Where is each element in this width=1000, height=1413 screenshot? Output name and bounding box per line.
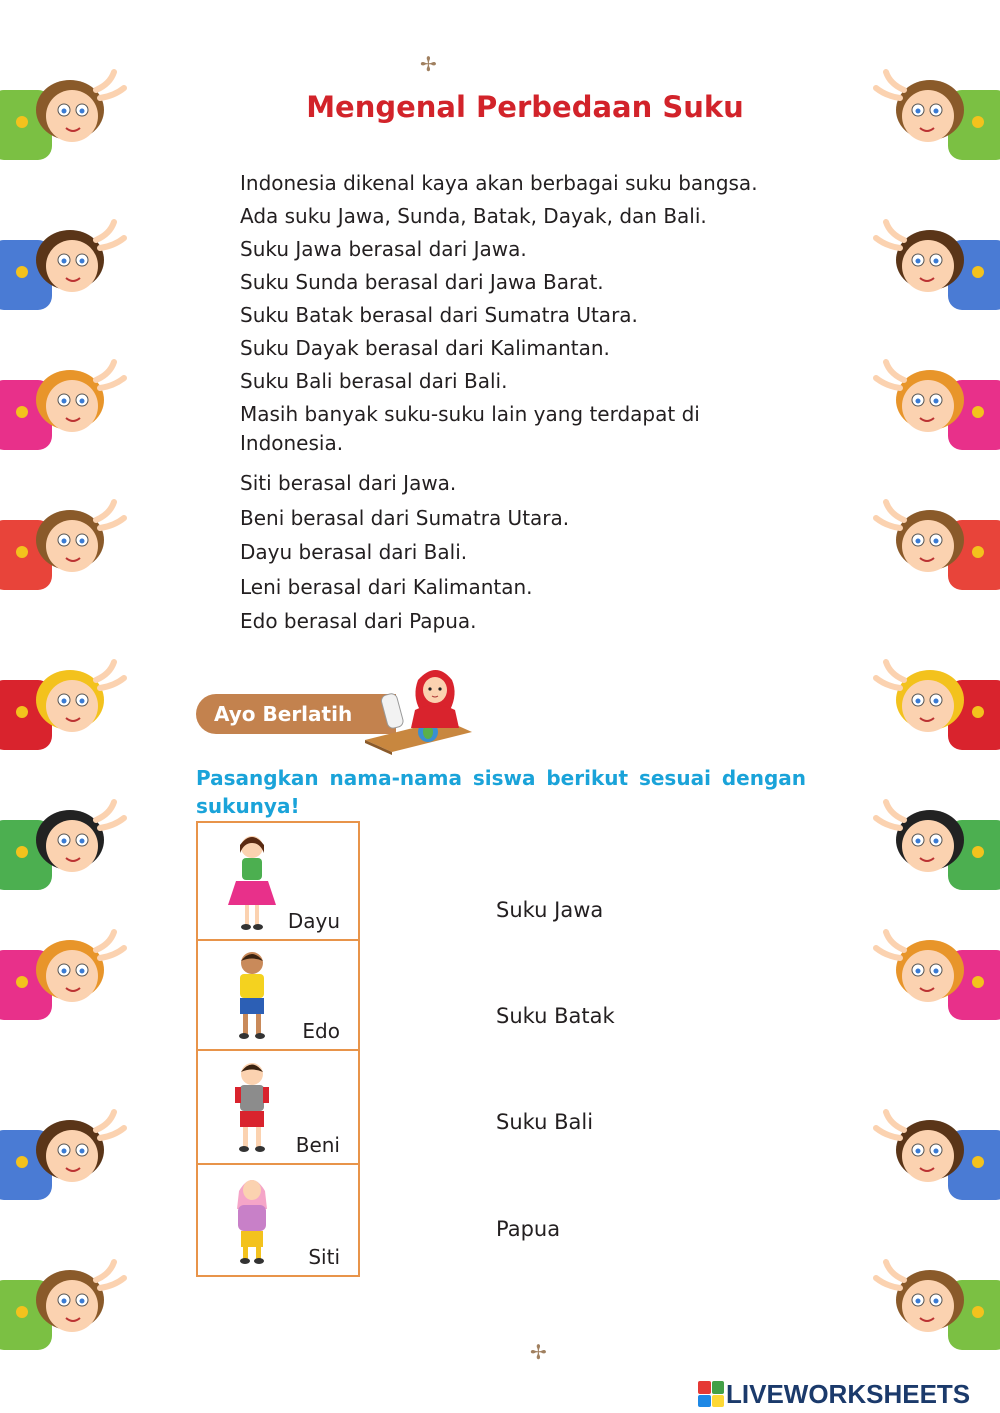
girl-pink-skirt-icon xyxy=(222,831,282,935)
kid-face-icon xyxy=(870,50,1000,200)
kid-face-icon xyxy=(0,480,130,630)
intro-line: Suku Bali berasal dari Bali. xyxy=(240,369,508,393)
intro-line: Suku Dayak berasal dari Kalimantan. xyxy=(240,336,610,360)
student-name: Dayu xyxy=(287,909,340,933)
student-cell-siti[interactable] xyxy=(198,1165,358,1275)
student-cell-dayu[interactable] xyxy=(198,823,358,941)
top-ornament-icon: ✢ xyxy=(420,52,437,76)
kid-face-icon xyxy=(0,1090,130,1240)
left-border-decoration xyxy=(0,50,130,1360)
liveworksheets-logo xyxy=(698,1378,970,1410)
kid-face-icon xyxy=(0,910,130,1060)
kid-face-icon xyxy=(870,780,1000,930)
kid-face-icon xyxy=(870,640,1000,790)
boy-yellow-shirt-icon xyxy=(222,949,282,1045)
page-title: Mengenal Perbedaan Suku xyxy=(306,90,744,124)
student-table xyxy=(196,821,360,1277)
intro-line: Ada suku Jawa, Sunda, Batak, Dayak, dan Bali. xyxy=(240,204,707,228)
liveworksheets-mark-icon xyxy=(698,1381,724,1407)
origin-line: Leni berasal dari Kalimantan. xyxy=(240,574,533,599)
instruction-text: Pasangkan nama-nama siswa berikut sesuai dengan sukunya! xyxy=(196,766,806,818)
match-option[interactable]: Suku Batak xyxy=(496,1004,615,1028)
kid-face-icon xyxy=(870,1240,1000,1390)
intro-line: Indonesia dikenal kaya akan berbagai suku bangsa. xyxy=(240,171,758,195)
kid-face-icon xyxy=(0,780,130,930)
student-cell-beni[interactable] xyxy=(198,1051,358,1165)
match-option[interactable]: Papua xyxy=(496,1217,561,1241)
brand-name: LIVEWORKSHEETS xyxy=(726,1378,971,1409)
student-name: Beni xyxy=(295,1133,340,1157)
intro-line: Suku Sunda berasal dari Jawa Barat. xyxy=(240,270,604,294)
kid-face-icon xyxy=(870,1090,1000,1240)
section-badge: Ayo Berlatih xyxy=(196,694,396,734)
kid-face-icon xyxy=(0,1240,130,1390)
origin-line: Dayu berasal dari Bali. xyxy=(240,540,468,564)
origin-line: Beni berasal dari Sumatra Utara. xyxy=(240,505,570,530)
kid-face-icon xyxy=(0,50,130,200)
origin-paragraph xyxy=(240,466,800,639)
student-name: Edo xyxy=(302,1019,340,1043)
intro-closing-text: Masih banyak suku-suku lain yang terdapat di Indonesia. xyxy=(240,402,700,455)
origin-line: Siti berasal dari Jawa. xyxy=(240,471,457,495)
kid-face-icon xyxy=(870,910,1000,1060)
right-border-decoration xyxy=(870,50,1000,1360)
kid-face-icon xyxy=(0,640,130,790)
origin-line: Edo berasal dari Papua. xyxy=(240,609,477,633)
kid-face-icon xyxy=(870,340,1000,490)
student-name: Siti xyxy=(308,1245,340,1269)
match-option[interactable]: Suku Jawa xyxy=(496,898,604,922)
kid-face-icon xyxy=(0,340,130,490)
intro-line: Suku Jawa berasal dari Jawa. xyxy=(240,237,527,261)
studying-girl-icon xyxy=(360,660,475,755)
intro-paragraph xyxy=(240,167,800,398)
kid-face-icon xyxy=(0,200,130,350)
kid-face-icon xyxy=(870,200,1000,350)
kid-face-icon xyxy=(870,480,1000,630)
intro-line: Suku Batak berasal dari Sumatra Utara. xyxy=(240,303,638,327)
girl-hijab-icon xyxy=(222,1173,282,1269)
match-option[interactable]: Suku Bali xyxy=(496,1110,594,1134)
student-cell-edo[interactable] xyxy=(198,941,358,1051)
intro-closing xyxy=(240,400,780,458)
bottom-ornament-icon: ✢ xyxy=(530,1340,547,1364)
boy-red-shorts-icon xyxy=(222,1059,282,1159)
